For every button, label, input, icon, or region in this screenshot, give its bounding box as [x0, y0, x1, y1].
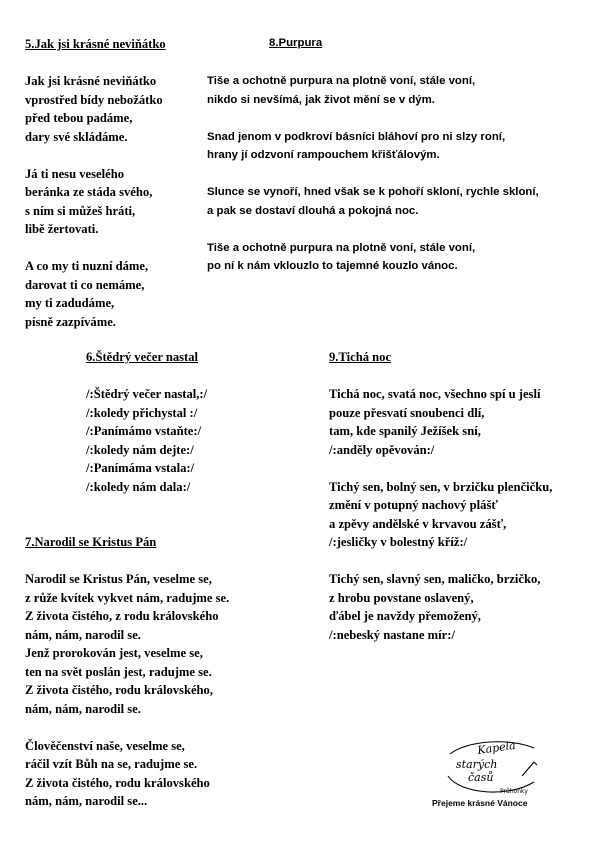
lyric-line: /:koledy nám dejte:/ [86, 442, 194, 457]
lyric-line: /:Panímáma vstala:/ [86, 461, 195, 475]
stanza-gap [25, 146, 163, 165]
logo-line1: Kapela [476, 738, 517, 757]
lyric-line: Člověčenství naše, veselme se, [25, 738, 185, 753]
stanza-gap [207, 165, 539, 184]
song7-lyrics [25, 570, 229, 811]
lyric-line: Z života čistého, z rodu královského [25, 609, 219, 623]
lyric-line: Tichá noc, svatá noc, všechno spí u jeslí [329, 387, 541, 401]
lyric-line: /:koledy nám dala:/ [86, 479, 191, 494]
song6-lyrics [86, 385, 207, 496]
lyric-line: nám, nám, narodil se... [25, 794, 148, 808]
lyric-line: nám, nám, narodil se. [25, 627, 141, 642]
lyric-line: ďábel je navždy přemožený, [329, 609, 481, 623]
lyric-line: /:koledy přichystal :/ [86, 405, 198, 420]
lyric-line: Snad jenom v podkroví básníci bláhoví pro ni slzy roní, [207, 130, 506, 143]
lyric-line: a pak se dostaví dlouhá a pokojná noc. [207, 204, 419, 217]
lyric-line: ráčil vzít Bůh na se, radujme se. [25, 757, 198, 771]
lyric-line: Já ti nesu veselého [25, 166, 124, 181]
lyric-line: písně zazpíváme. [25, 314, 116, 329]
lyric-line: dary své skládáme. [25, 129, 128, 144]
lyric-line: Z života čistého, rodu královského [25, 775, 210, 790]
lyric-line: pouze přesvatí snoubenci dlí, [329, 405, 485, 420]
stanza-gap [207, 220, 539, 239]
logo-note-icon [522, 762, 537, 776]
lyric-line: změní v potupný nachový plášť [329, 498, 498, 512]
lyric-line: tam, kde spanilý Ježíšek sní, [329, 424, 481, 438]
lyric-line: Jenž prorokován jest, veselme se, [25, 646, 203, 660]
lyric-line: /:anděly opěvován:/ [329, 442, 435, 457]
lyric-line: Tichý sen, slavný sen, maličko, brzičko, [329, 572, 541, 586]
lyric-line: /:Štědrý večer nastal,:/ [86, 387, 208, 401]
lyric-line: po ní k nám vklouzlo to tajemné kouzlo vánoc. [207, 260, 458, 272]
greeting-text: Přejeme krásné Vánoce [432, 798, 528, 808]
lyric-line: libě žertovati. [25, 222, 99, 236]
stanza-gap [329, 552, 552, 571]
lyric-line: /:Panímámo vstaňte:/ [86, 424, 202, 438]
lyric-line: beránka ze stáda svého, [25, 185, 153, 199]
band-logo [438, 736, 548, 806]
lyric-line: ten na svět poslán jest, radujme se. [25, 664, 212, 679]
lyric-line: Tiše a ochotně purpura na plotně voní, stále voní, [207, 241, 476, 254]
lyric-line: Tiše a ochotně purpura na plotně voní, stále voní, [207, 75, 476, 87]
lyric-line: /:nebeský nastane mír:/ [329, 627, 455, 642]
lyric-line: Tichý sen, bolný sen, v brzičku plenčičku, [329, 479, 553, 494]
lyric-line: vprostřed bídy nebožátko [25, 92, 163, 107]
logo-place: Průhonky [500, 788, 528, 795]
lyric-line: Jak jsi krásné neviňátko [25, 74, 157, 88]
lyric-line: a zpěvy andělské v krvavou zášť, [329, 516, 507, 531]
lyric-line: s ním si můžeš hráti, [25, 203, 136, 218]
lyric-line: hrany jí odzvoní rampouchem křišťálovým. [207, 149, 440, 161]
lyric-line: Z života čistého, rodu královského, [25, 683, 213, 697]
lyric-line: Slunce se vynoří, hned však se k pohoří skloní, rychle skloní, [207, 186, 539, 198]
stanza-gap [25, 718, 229, 737]
song9-lyrics [329, 385, 552, 644]
lyric-line: z hrobu povstane oslavený, [329, 590, 474, 605]
song7-title: 7.Narodil se Kristus Pán [25, 535, 157, 549]
logo-line3: časů [468, 771, 494, 784]
logo-line2: starých [456, 758, 498, 771]
song6-title: 6.Štědrý večer nastal [86, 350, 199, 364]
lyric-line: před tebou padáme, [25, 111, 133, 125]
lyric-line: z růže kvítek vykvet nám, radujme se. [25, 590, 230, 605]
stanza-gap [207, 109, 539, 128]
song5-title: 5.Jak jsi krásné neviňátko [25, 37, 166, 51]
lyric-line: nikdo si nevšímá, jak život mění se v dým. [207, 93, 435, 106]
lyric-line: Narodil se Kristus Pán, veselme se, [25, 572, 212, 586]
song8-lyrics [207, 72, 539, 276]
stanza-gap [25, 239, 163, 258]
lyric-line: A co my ti nuzní dáme, [25, 259, 149, 273]
song8-title: 8.Purpura [269, 37, 323, 49]
lyric-line: my ti zadudáme, [25, 296, 115, 310]
lyric-line: nám, nám, narodil se. [25, 701, 141, 716]
song5-lyrics [25, 72, 163, 331]
lyric-line: /:jesličky v bolestný kříž:/ [329, 535, 468, 549]
lyric-line: darovat ti co nemáme, [25, 277, 145, 292]
stanza-gap [329, 459, 552, 478]
song9-title: 9.Tichá noc [329, 350, 392, 364]
